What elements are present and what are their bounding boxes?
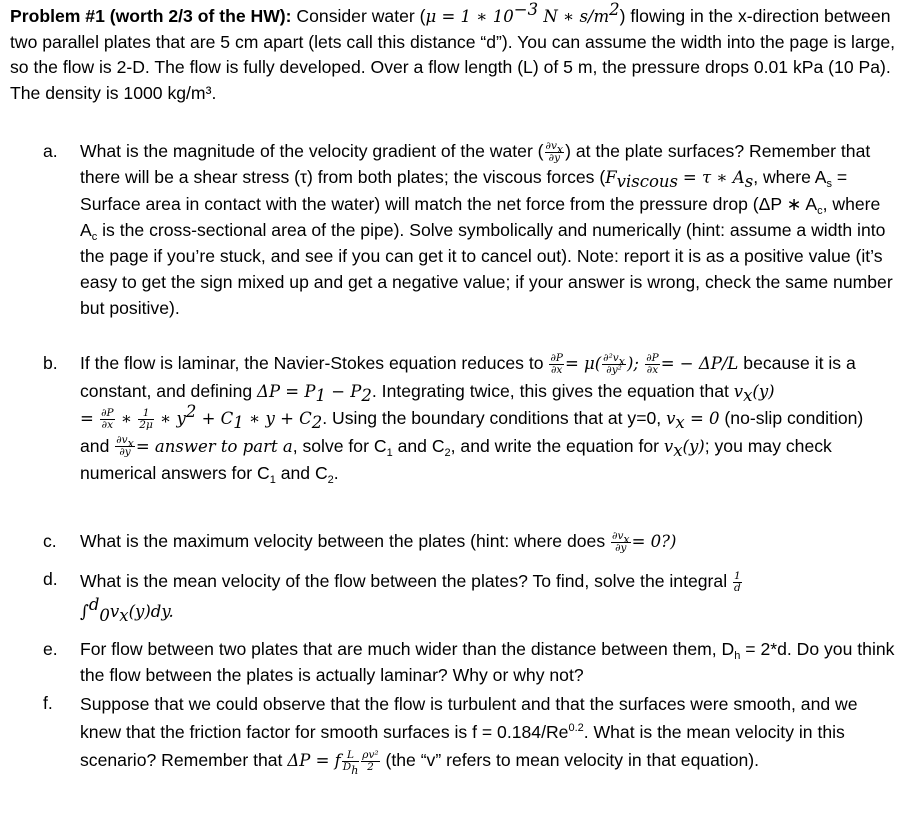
dp: ∂P <box>550 351 563 364</box>
one: 1 <box>138 408 154 420</box>
f-t3: (the “v” refers to mean velocity in that equation). <box>380 750 760 770</box>
b-eq2: ); <box>626 354 645 373</box>
f-frac2-n: ρv² <box>362 748 379 761</box>
velocity-gradient-fraction <box>545 141 565 164</box>
part-e <box>43 636 895 688</box>
viscosity-exponent: −3 <box>513 0 539 19</box>
int-upper: d <box>88 595 100 614</box>
dx2: ∂x <box>646 363 659 376</box>
b-t5: (no-slip condition) and <box>80 408 864 456</box>
f-frac1-dsub: h <box>351 763 359 777</box>
ac-sub: c <box>817 205 823 217</box>
b-t3: . Integrating twice, this gives the equation that <box>371 380 734 401</box>
part-b <box>43 350 895 488</box>
f-frac2-d: 2 <box>367 760 374 773</box>
l-over-dh-frac <box>342 748 360 777</box>
dy: ∂y <box>119 446 131 459</box>
part-d <box>43 566 895 627</box>
intro-text: Consider water ( <box>291 6 426 26</box>
b-eq4-mid: − P <box>325 381 362 401</box>
dp3: ∂P <box>101 406 114 419</box>
vx-sub: x <box>743 385 753 405</box>
part-d-text <box>80 566 895 627</box>
part-a-t7: is the cross-sectional area of the pipe). Solve symbolically and numerically (hint: assume a width into the page if you’re stuck, and see if you can get it to cancel out). Note: report it is as a positive value (it’s easy to get the sign mixed up and get a negative value; if your answer is wrong, check the same number but positive). <box>80 220 893 318</box>
part-a-t5: = Surface area in contact with the water) will match the net force from the pressure drop (ΔP ∗ A <box>80 167 848 214</box>
b-eq8: + C <box>196 409 234 428</box>
part-d-label: d. <box>43 569 58 589</box>
f-eq: ΔP = f <box>287 751 341 770</box>
intro-text-rest: ) flowing in the x-direction between two parallel plates that are 5 cm apart (lets call this distance “d”). You can assume the width into the page is large, so the flow is 2-D. The flow is fully developed. Over a flow length (L) of 5 m, the pressure drops 0.01 kPa (10 Pa). The density is 1000 kg/m³. <box>10 6 896 103</box>
d-frac-d: d <box>734 581 741 594</box>
dx3: ∂x <box>101 418 113 431</box>
integral-symbol: ∫ <box>80 602 89 622</box>
viscosity-units: N ∗ s/m <box>538 7 610 26</box>
f-t1: Suppose that we could observe that the flow is turbulent and that the surfaces were smooth, and we knew that the friction factor for smooth surfaces is f = 0.184/Re <box>80 694 858 742</box>
shear-sub: s <box>744 172 754 191</box>
ac-sub2: c <box>91 231 98 243</box>
part-f <box>43 690 895 775</box>
part-c-text <box>80 528 895 555</box>
viscosity-units-exponent: 2 <box>609 0 620 19</box>
dvx: ∂v <box>116 434 128 447</box>
vx-arg-2: (y) <box>682 436 705 456</box>
b-t6: , solve for C <box>292 435 387 456</box>
vx-2: v <box>663 436 674 456</box>
part-a <box>43 138 895 321</box>
int-body: v <box>109 602 120 621</box>
dvx-dy-frac <box>115 435 135 458</box>
part-f-text <box>80 690 895 775</box>
dvx-dy-frac-c <box>611 531 631 554</box>
dx: ∂x <box>551 363 563 376</box>
part-c-label: c. <box>43 531 57 551</box>
dh-sub: h <box>734 650 741 662</box>
d2v-sub: x <box>618 354 625 368</box>
as-sub: s <box>826 178 833 190</box>
frac-num: ∂v <box>545 139 557 152</box>
b-t10: and C <box>275 463 328 483</box>
d-t1: What is the mean velocity of the flow between the plates? To find, solve the integral <box>80 571 732 591</box>
b-eq9: ∗ y + C <box>243 409 312 428</box>
b-t2: because it is a constant, and defining <box>80 353 856 401</box>
vx: v <box>733 381 744 401</box>
f-frac1-n: L <box>342 750 360 762</box>
c-t1: What is the maximum velocity between the plates (hint: where does <box>80 531 611 551</box>
d2v-dy2-frac <box>602 353 626 376</box>
one-over-d-frac <box>733 571 742 594</box>
dy-c: ∂y <box>615 541 627 554</box>
re-exp: 0.2 <box>568 722 584 734</box>
bc1-sub: x <box>675 413 685 432</box>
frac-sub: x <box>556 142 564 156</box>
viscosity-expression: μ = 1 ∗ 10 <box>425 7 514 26</box>
b-t9: ; you may check numerical answers for C <box>80 435 832 483</box>
part-a-t1: What is the magnitude of the velocity gradient of the water ( <box>80 141 544 161</box>
part-b-label: b. <box>43 353 58 373</box>
b-eq7: ∗ y <box>154 409 186 428</box>
y-exp: 2 <box>185 402 197 421</box>
c2-sub-c: 2 <box>327 474 334 486</box>
e-t2: = 2*d. Do you think the flow between the plates is actually laminar? Why or why not? <box>80 639 895 685</box>
b-t11: . <box>333 463 339 483</box>
vx-arg: (y) <box>752 381 775 401</box>
dy2: ∂y² <box>606 363 622 376</box>
b-t7: and C <box>392 435 445 456</box>
part-e-text <box>80 636 895 688</box>
rho-v2-over-2-frac <box>361 750 379 773</box>
dvx-c-sub: x <box>623 532 630 546</box>
b-eq10: = answer to part a <box>135 436 293 456</box>
dvx-c: ∂v <box>612 529 624 542</box>
dvx-sub: x <box>127 437 134 451</box>
shear-expr: = τ ∗ A <box>682 168 745 187</box>
p2-sub: 2 <box>361 385 372 405</box>
dp-dx-frac <box>549 353 564 376</box>
b-eq5: = <box>80 409 100 428</box>
c1-sub-c: 1 <box>269 474 276 486</box>
b-t8: , and write the equation for <box>450 435 664 456</box>
vx-sub-2: x <box>673 440 683 460</box>
f-frac1-d: D <box>342 760 352 773</box>
d-frac-n: 1 <box>734 569 741 582</box>
b-eq1: = μ( <box>564 354 602 373</box>
int-lower: 0 <box>99 606 110 625</box>
c2-sub-b: 2 <box>444 446 451 459</box>
f-t2: . What is the mean velocity in this scenario? Remember that <box>80 722 845 770</box>
d2v: ∂²v <box>603 351 619 364</box>
b-t4: . Using the boundary conditions that at y=0, <box>322 408 667 428</box>
frac-den: ∂y <box>548 151 561 164</box>
b-t1: If the flow is laminar, the Navier-Stokes equation reduces to <box>80 353 549 373</box>
b-eq3: = − ΔP/L <box>660 354 739 373</box>
twomu: 2μ <box>139 418 153 431</box>
c2-sub: 2 <box>311 413 323 432</box>
int-sub: x <box>119 606 129 625</box>
part-f-label: f. <box>43 693 53 713</box>
part-a-t6: , where A <box>80 194 881 240</box>
dp2: ∂P <box>646 351 659 364</box>
bc1-rest: = 0 <box>684 409 720 428</box>
int-rest: (y)dy. <box>128 602 174 621</box>
part-a-label: a. <box>43 141 58 161</box>
fvisc-sub: viscous <box>616 172 678 191</box>
p1-sub: 1 <box>315 385 326 405</box>
part-c <box>43 528 895 555</box>
part-a-text <box>80 138 895 321</box>
part-e-label: e. <box>43 639 58 659</box>
b-eq6: ∗ <box>115 409 138 428</box>
one-over-2mu-frac <box>138 408 154 431</box>
problem-heading: Problem #1 (worth 2/3 of the HW): <box>10 6 292 26</box>
part-b-text <box>80 350 895 488</box>
part-a-t4: , where A <box>753 167 827 187</box>
bc1: v <box>666 409 676 428</box>
c1-sub-b: 1 <box>386 446 393 459</box>
dp-dx-frac-3 <box>100 408 115 431</box>
problem-intro <box>10 0 900 106</box>
fvisc: F <box>605 168 617 187</box>
c-eq: = 0?) <box>631 532 677 551</box>
c1-sub: 1 <box>233 413 244 432</box>
e-t1: For flow between two plates that are much wider than the distance between them, D <box>80 639 735 659</box>
b-eq4: ΔP = P <box>257 381 316 401</box>
part-a-t2: ) at the plate surfaces? Remember that there will be a shear stress (τ) from both plates; the viscous forces ( <box>80 141 871 187</box>
dp-dx-frac-2 <box>645 353 660 376</box>
